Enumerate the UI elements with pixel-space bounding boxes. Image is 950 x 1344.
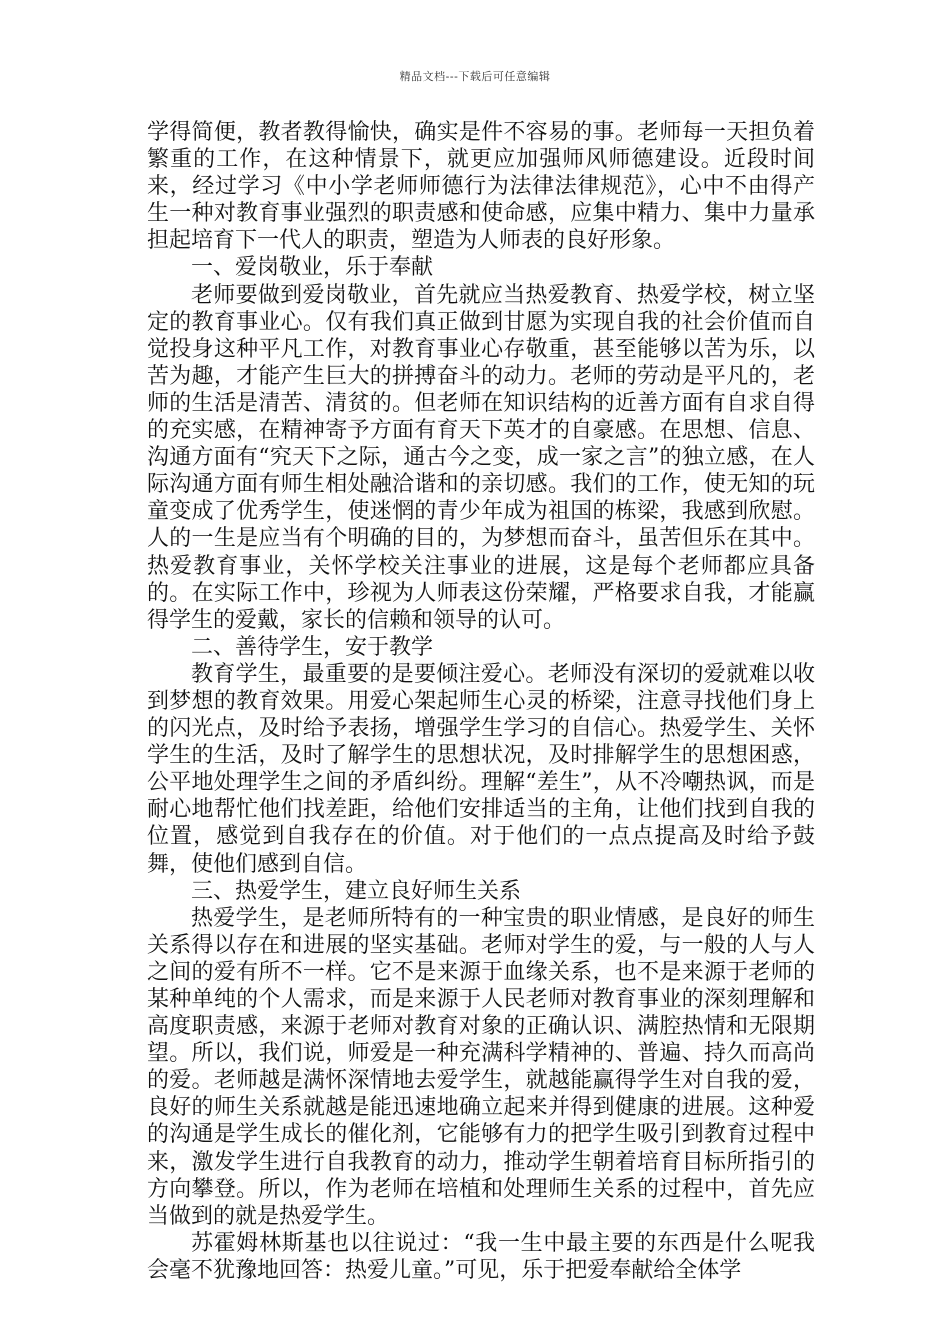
paragraph-section-1: 老师要做到爱岗敬业，首先就应当热爱教育、热爱学校，树立坚定的教育事业心。仅有我们真正做到甘愿为实现自我的社会价值而自觉投身这种平凡工作，对教育事业心存敬重，甚至能够以苦为乐，以苦为趣，才能产生巨大的拼搏奋斗的动力。老师的劳动是平凡的，老师的生活是清苦、清贫的。但老师在知识结构的近善方面有自求自得的充实感，在精神寄予方面有育天下英才的自豪感。在思想、信息、沟通方面有“究天下之际，通古今之变，成一家之言”的独立感，在人际沟通方面有师生相处融洽谐和的亲切感。我们的工作，使无知的玩童变成了优秀学生，使迷惘的青少年成为祖国的栋梁，我感到欣慰。人的一生是应当有个明确的目的，为梦想而奋斗，虽苦但乐在其中。热爱教育事业，关怀学校关注事业的进展，这是每个老师都应具备的。在实际工作中，珍视为人师表这份荣耀，严格要求自我，才能赢得学生的爱戴，家长的信赖和领导的认可。	[147, 282, 815, 633]
document-body	[147, 119, 815, 1284]
section-heading-3: 三、热爱学生，建立良好师生关系	[191, 878, 522, 904]
page-header: 精品文档---下载后可任意编辑	[399, 70, 551, 83]
section-heading-2: 二、善待学生，安于教学	[191, 634, 434, 660]
paragraph-quote: 苏霍姆林斯基也以往说过：“我一生中最主要的东西是什么呢我会毫不犹豫地回答：热爱儿童。”可见，乐于把爱奉献给全体学	[147, 1230, 815, 1283]
paragraph-section-2: 教育学生，最重要的是要倾注爱心。老师没有深切的爱就难以收到梦想的教育效果。用爱心架起师生心灵的桥梁，注意寻找他们身上的闪光点，及时给予表扬，增强学生学习的自信心。热爱学生、关怀学生的生活，及时了解学生的思想状况，及时排解学生的思想困惑，公平地处理学生之间的矛盾纠纷。理解“差生”，从不冷嘲热讽，而是耐心地帮忙他们找差距，给他们安排适当的主角，让他们找到自我的位置，感觉到自我存在的价值。对于他们的一点点提高及时给予鼓舞，使他们感到自信。	[147, 661, 815, 877]
paragraph-intro-continuation: 学得简便，教者教得愉快，确实是件不容易的事。老师每一天担负着繁重的工作，在这种情景下，就更应加强师风师德建设。近段时间来，经过学习《中小学老师师德行为法律法律规范》，心中不由得产生一种对教育事业强烈的职责感和使命感，应集中精力、集中力量承担起培育下一代人的职责，塑造为人师表的良好形象。	[147, 120, 815, 254]
paragraph-section-3: 热爱学生，是老师所特有的一种宝贵的职业情感，是良好的师生关系得以存在和进展的坚实基础。老师对学生的爱，与一般的人与人之间的爱有所不一样。它不是来源于血缘关系，也不是来源于老师的某种单纯的个人需求，而是来源于人民老师对教育事业的深刻理解和高度职责感，来源于老师对教育对象的正确认识、满腔热情和无限期望。所以，我们说，师爱是一种充满科学精神的、普遍、持久而高尚的爱。老师越是满怀深情地去爱学生，就越能赢得学生对自我的爱，良好的师生关系就越是能迅速地确立起来并得到健康的进展。这种爱的沟通是学生成长的催化剂，它能够有力的把学生吸引到教育过程中来，激发学生进行自我教育的动力，推动学生朝着培育目标所指引的方向攀登。所以，作为老师在培植和处理师生关系的过程中，首先应当做到的就是热爱学生。	[147, 905, 815, 1229]
section-heading-1: 一、爱岗敬业，乐于奉献	[191, 255, 434, 281]
